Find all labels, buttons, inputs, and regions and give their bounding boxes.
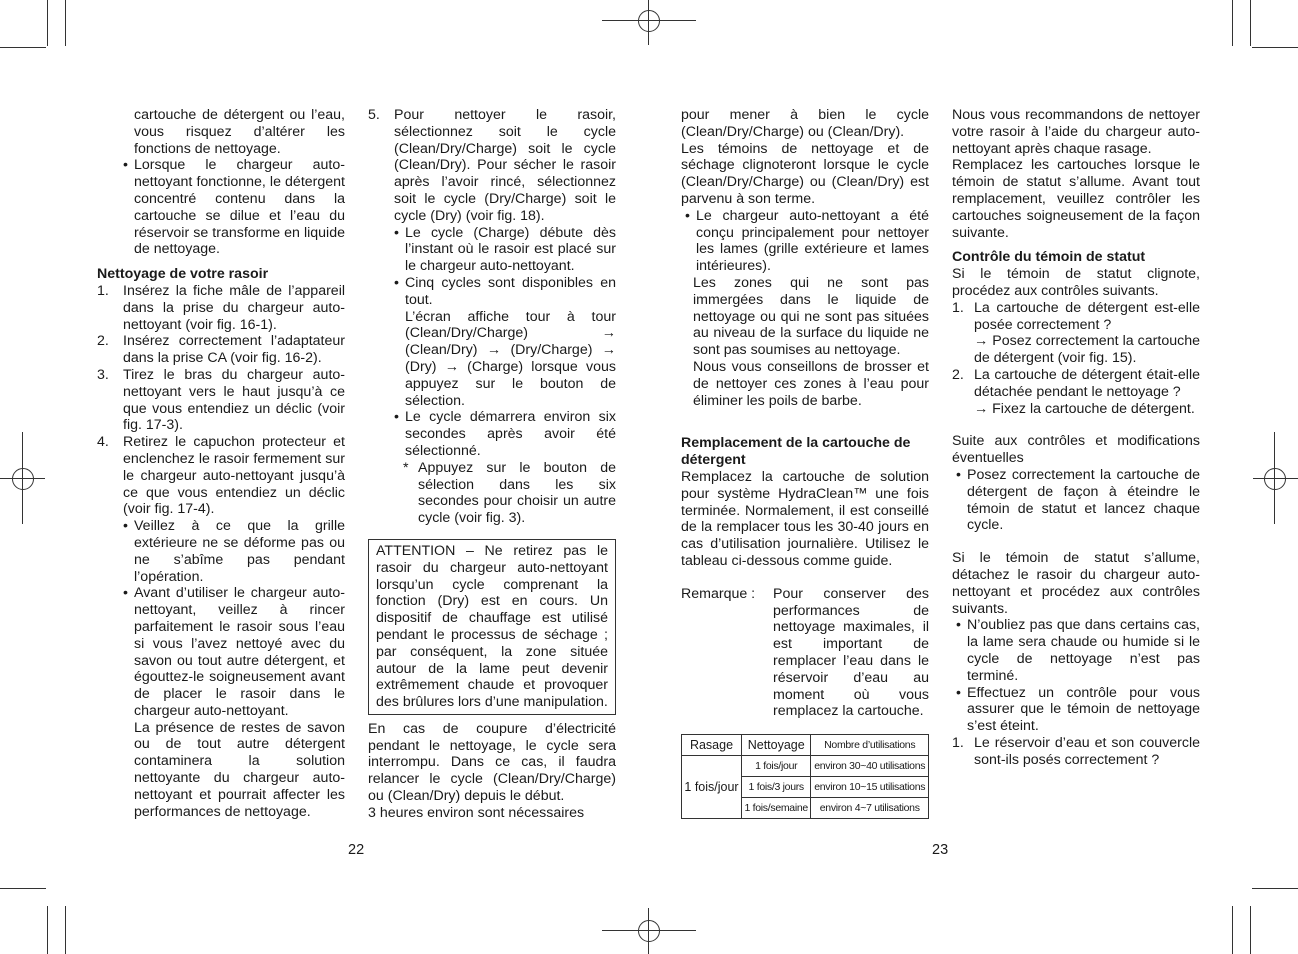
hours-text: 3 heures environ sont nécessaires	[368, 804, 585, 821]
cycle-sequence-note: L’écran affiche tour à tour (Clean/Dry/Charge) → (Clean/Dry) → (Dry/Charge) → (Dry) → (Charge) lorsque vous appuyez sur le bouton de sélection.	[405, 308, 616, 409]
table-cell-nombre: environ 4~7 utilisations	[811, 798, 929, 819]
bullet-blade-hot: • N’oubliez pas que dans certains cas, la lame sera chaude ou humide si le cycle de nettoyage n’est pas terminé.	[952, 617, 1200, 684]
status-lit-paragraph: Si le témoin de statut s’allume, détachez le rasoir du chargeur auto-nettoyant et procédez aux contrôles suivants.	[952, 550, 1200, 617]
remark-text: Pour conserver des performances de nettoyage maximales, il est important de remplacer l’eau dans le réservoir d’eau au moment où vous remplacez la cartouche.	[773, 585, 929, 720]
bullet-charge-cycle: • Le cycle (Charge) débute dès l’instant où le rasoir est placé sur le chargeur auto-nettoyant.	[390, 225, 616, 275]
non-immersed-note: Les zones qui ne sont pas immergées dans le liquide de nettoyage ou qui ne sont pas situées au niveau de la surface du liquide ne sont pas soumises au nettoyage.	[693, 274, 929, 359]
table-cell-nettoyage: 1 fois/jour	[742, 756, 811, 777]
step-2: 2. Insérez correctement l’adaptateur dans la prise CA (voir fig. 16-2).	[97, 333, 345, 367]
final-check-1: 1. Le réservoir d’eau et son couvercle sont-ils posés correctement ?	[952, 734, 1200, 768]
table-cell-rasage: 1 fois/jour	[682, 756, 742, 819]
asterisk-note: * Appuyez sur le bouton de sélection dans les six secondes pour choisir un autre cycle (voir fig. 3).	[403, 459, 616, 527]
bullet-reinstall-cartridge: • Posez correctement la cartouche de détergent de façon à éteindre le témoin de statut et lancez chaque cycle.	[952, 467, 1200, 534]
table-cell-nettoyage: 1 fois/semaine	[742, 798, 811, 819]
remark	[681, 586, 929, 720]
remark-label: Remarque :	[681, 585, 756, 602]
section-heading-cleaning: Nettoyage de votre rasoir	[97, 266, 269, 283]
table-cell-nettoyage: 1 fois/3 jours	[742, 777, 811, 798]
table-header-rasage: Rasage	[682, 735, 742, 756]
bullet-detergent-dilution: • Lorsque le chargeur auto-nettoyant fonctionne, le détergent concentré contenu dans la cartouche se dilue et l’eau du réservoir se transforme en liquide de nettoyage.	[119, 157, 345, 258]
page-number-left: 22	[348, 842, 365, 858]
brushing-advice: Nous vous conseillons de brosser et de nettoyer ces zones à l’eau pour éliminer les poils de barbe.	[693, 358, 929, 409]
check-1: 1. La cartouche de détergent est-elle posée correctement ?	[952, 299, 1200, 333]
recommendation-paragraph: Nous vous recommandons de nettoyer votre rasoir à l’aide du chargeur auto-nettoyant après chaque rasage.	[952, 107, 1200, 157]
step-4: 4. Retirez le capuchon protecteur et enclenchez le rasoir fermement sur le chargeur auto-nettoyant jusqu’à ce que vous entendiez un déclic (voir fig. 17-4).	[97, 434, 345, 518]
column-2	[368, 107, 616, 822]
bullet-cycle-start: • Le cycle démarrera environ six secondes après avoir été sélectionné.	[390, 409, 616, 459]
table-cell-nombre: environ 10~15 utilisations	[811, 777, 929, 798]
column-1	[97, 107, 345, 820]
after-checks-paragraph: Suite aux contrôles et modifications éventuelles	[952, 433, 1200, 467]
indicator-paragraph: Les témoins de nettoyage et de séchage clignoteront lorsque le cycle (Clean/Dry/Charge) ou (Clean/Dry) est parvenu à son terme.	[681, 140, 929, 207]
blinking-paragraph: Si le témoin de statut clignote, procédez aux contrôles suivants.	[952, 266, 1200, 299]
continued-text: cartouche de détergent ou l’eau, vous risquez d’altérer les fonctions de nettoyage.	[134, 107, 345, 157]
attention-box: ATTENTION – Ne retirez pas le rasoir du chargeur auto-nettoyant lorsqu’un cycle comprenant la fonction (Dry) est en cours. Un dispositif de chauffage est utilisé pendant le processus de séchage ; par conséquent, la zone située autour de la lame peut devenir extrêmement chaude et provoquer des brûlures lors d’une manipulation.	[368, 539, 616, 715]
section-heading-cartridge: Remplacement de la cartouche de détergent	[681, 435, 911, 469]
replace-when-lit-paragraph: Remplacez les cartouches lorsque le témoin de statut s’allume. Avant tout remplacement, veuillez contrôler les cartouches soigneusement de la façon suivante.	[952, 157, 1200, 241]
soap-residue-note: La présence de restes de savon ou de tout autre détergent contaminera la solution nettoyante du chargeur auto-nettoyant et pourrait affecter les performances de nettoyage.	[134, 719, 345, 820]
check-1-answer: → Posez correctement la cartouche de détergent (voir fig. 15).	[974, 333, 1200, 367]
step-5: 5. Pour nettoyer le rasoir, sélectionnez soit le cycle (Clean/Dry/Charge) soit le cycle (Clean/Dry). Pour sécher le rasoir après l’avoir rincé, sélectionnez soit le cycle (Dry/Charge) soit le cycle (Dry) (voir fig. 18).	[368, 107, 616, 224]
check-2: 2. La cartouche de détergent était-elle détachée pendant le nettoyage ?	[952, 366, 1200, 400]
bullet-five-cycles: • Cinq cycles sont disponibles en tout.	[390, 275, 616, 309]
table-row	[682, 756, 929, 777]
section-heading-status: Contrôle du témoin de statut	[952, 249, 1146, 266]
bullet-grille-warning: • Veillez à ce que la grille extérieure ne se déforme pas ou ne s’abîme pas pendant l’opération.	[119, 518, 345, 585]
table-header-nombre: Nombre d’utilisations	[811, 735, 929, 756]
replacement-paragraph: Remplacez la cartouche de solution pour système HydraClean™ une fois terminée. Normalement, il est conseillé de la remplacer tous les 30-40 jours en cas d’utilisation journalière. Utilisez le tableau ci-dessous comme guide.	[681, 468, 929, 569]
table-cell-nombre: environ 30~40 utilisations	[811, 756, 929, 777]
step-3: 3. Tirez le bras du chargeur auto-nettoyant vers le haut jusqu’à ce que vous entendiez un déclic (voir fig. 17-3).	[97, 366, 345, 434]
table-header-nettoyage: Nettoyage	[742, 735, 811, 756]
column-3	[681, 107, 929, 819]
bullet-designed-for-blades: • Le chargeur auto-nettoyant a été conçu principalement pour nettoyer les lames (grille extérieure et lames intérieures).	[681, 208, 929, 275]
check-2-answer: → Fixez la cartouche de détergent.	[974, 400, 1195, 417]
step-1: 1. Insérez la fiche mâle de l’appareil dans la prise du chargeur auto-nettoyant (voir fig. 16-1).	[97, 282, 345, 333]
page-number-right: 23	[932, 842, 949, 858]
bullet-check-indicator: • Effectuez un contrôle pour vous assurer que le témoin de nettoyage s’est éteint.	[952, 685, 1200, 735]
replacement-table	[681, 734, 929, 819]
continued-text-right: pour mener à bien le cycle (Clean/Dry/Charge) ou (Clean/Dry).	[681, 107, 929, 140]
column-4	[952, 107, 1200, 768]
table-header-row	[682, 735, 929, 756]
bullet-rinse-warning: • Avant d’utiliser le chargeur auto-nettoyant, veillez à rincer parfaitement le rasoir sous l’eau si vous l’avez nettoyé avec du savon ou tout autre détergent, et égouttez-le soigneusement avant de placer le rasoir dans le chargeur auto-nettoyant.	[119, 585, 345, 719]
power-cut-text: En cas de coupure d’électricité pendant le nettoyage, le cycle sera interrompu. Dans ce cas, il faudra relancer le cycle (Clean/Dry/Charge) ou (Clean/Dry) depuis le début.	[368, 720, 616, 805]
